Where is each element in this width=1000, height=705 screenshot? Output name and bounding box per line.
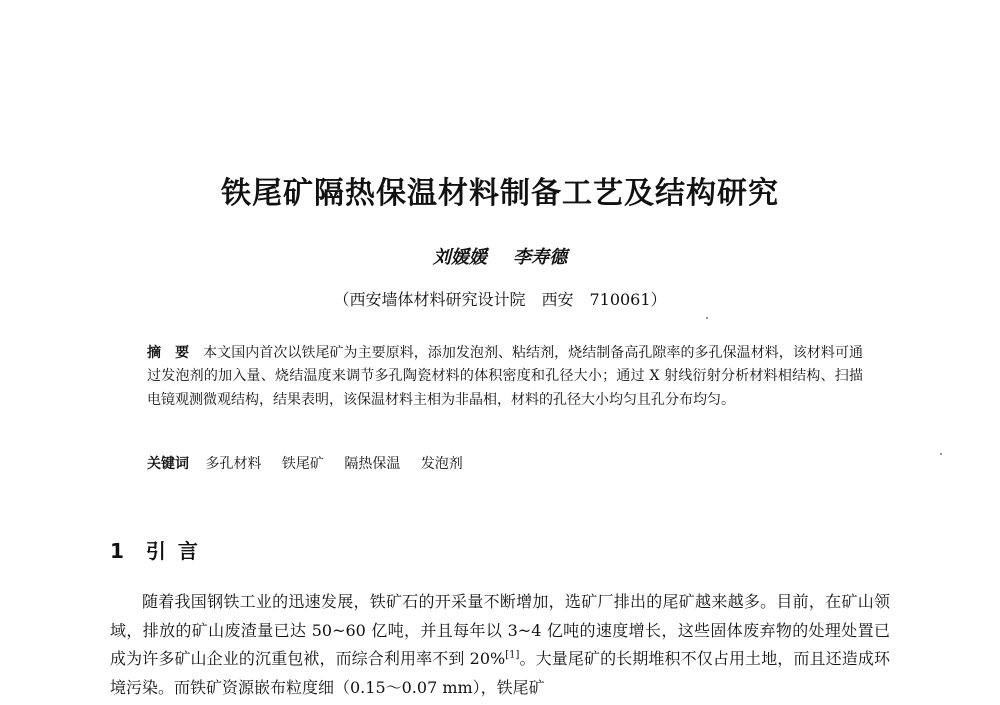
- keywords-label: 关键词: [147, 456, 189, 472]
- abstract-block: [147, 342, 863, 412]
- author-list: [0, 243, 1000, 269]
- author-name: 李寿德: [513, 247, 568, 268]
- author-affiliation: （西安墙体材料研究设计院 西安 710061）: [333, 290, 667, 309]
- scan-speck: [706, 317, 708, 319]
- abstract-text: 本文国内首次以铁尾矿为主要原料，添加发泡剂、粘结剂，烧结制备高孔隙率的多孔保温材料，该材料可通过发泡剂的加入量、烧结温度来调节多孔陶瓷材料的体积密度和孔径大小；通过 X 射线衍射分析材料相结构、扫描电镜观测微观结构，结果表明，该保温材料主相为非晶相，材料的孔径大小均匀且孔分布均匀。: [147, 345, 863, 408]
- paper-title: 铁尾矿隔热保温材料制备工艺及结构研究: [221, 176, 779, 211]
- abstract-label: 摘 要: [147, 345, 190, 361]
- keywords-block: [147, 454, 863, 474]
- section-number: 1: [110, 539, 124, 563]
- keyword: 铁尾矿: [281, 456, 324, 472]
- body-text-part: 。大量尾矿的长期堆积不仅占用土地，而且还造成环境污染。而铁矿资源嵌布粒度细（0.15～0.07 mm），铁尾矿: [110, 649, 890, 697]
- section-title: 引言: [145, 539, 210, 563]
- citation-reference: [1]: [505, 649, 520, 661]
- body-text-part: 随着我国钢铁工业的迅速发展，铁矿石的开采量不断增加，选矿厂排出的尾矿越来越多。目前，在矿山领域，排放的矿山废渣量已达 50~60 亿吨，并且每年以 3~4 亿吨的速度增长，这些固体废弃物的处理处置已成为许多矿山企业的沉重包袱，而综合利用率不到 20%: [110, 592, 890, 668]
- author-name: 刘媛媛: [432, 247, 487, 268]
- section-heading: [110, 535, 210, 564]
- scan-speck: [940, 453, 942, 455]
- keyword: 隔热保温: [344, 456, 401, 472]
- keyword: 多孔材料: [205, 456, 262, 472]
- keyword: 发泡剂: [420, 456, 463, 472]
- body-paragraph: [110, 588, 890, 702]
